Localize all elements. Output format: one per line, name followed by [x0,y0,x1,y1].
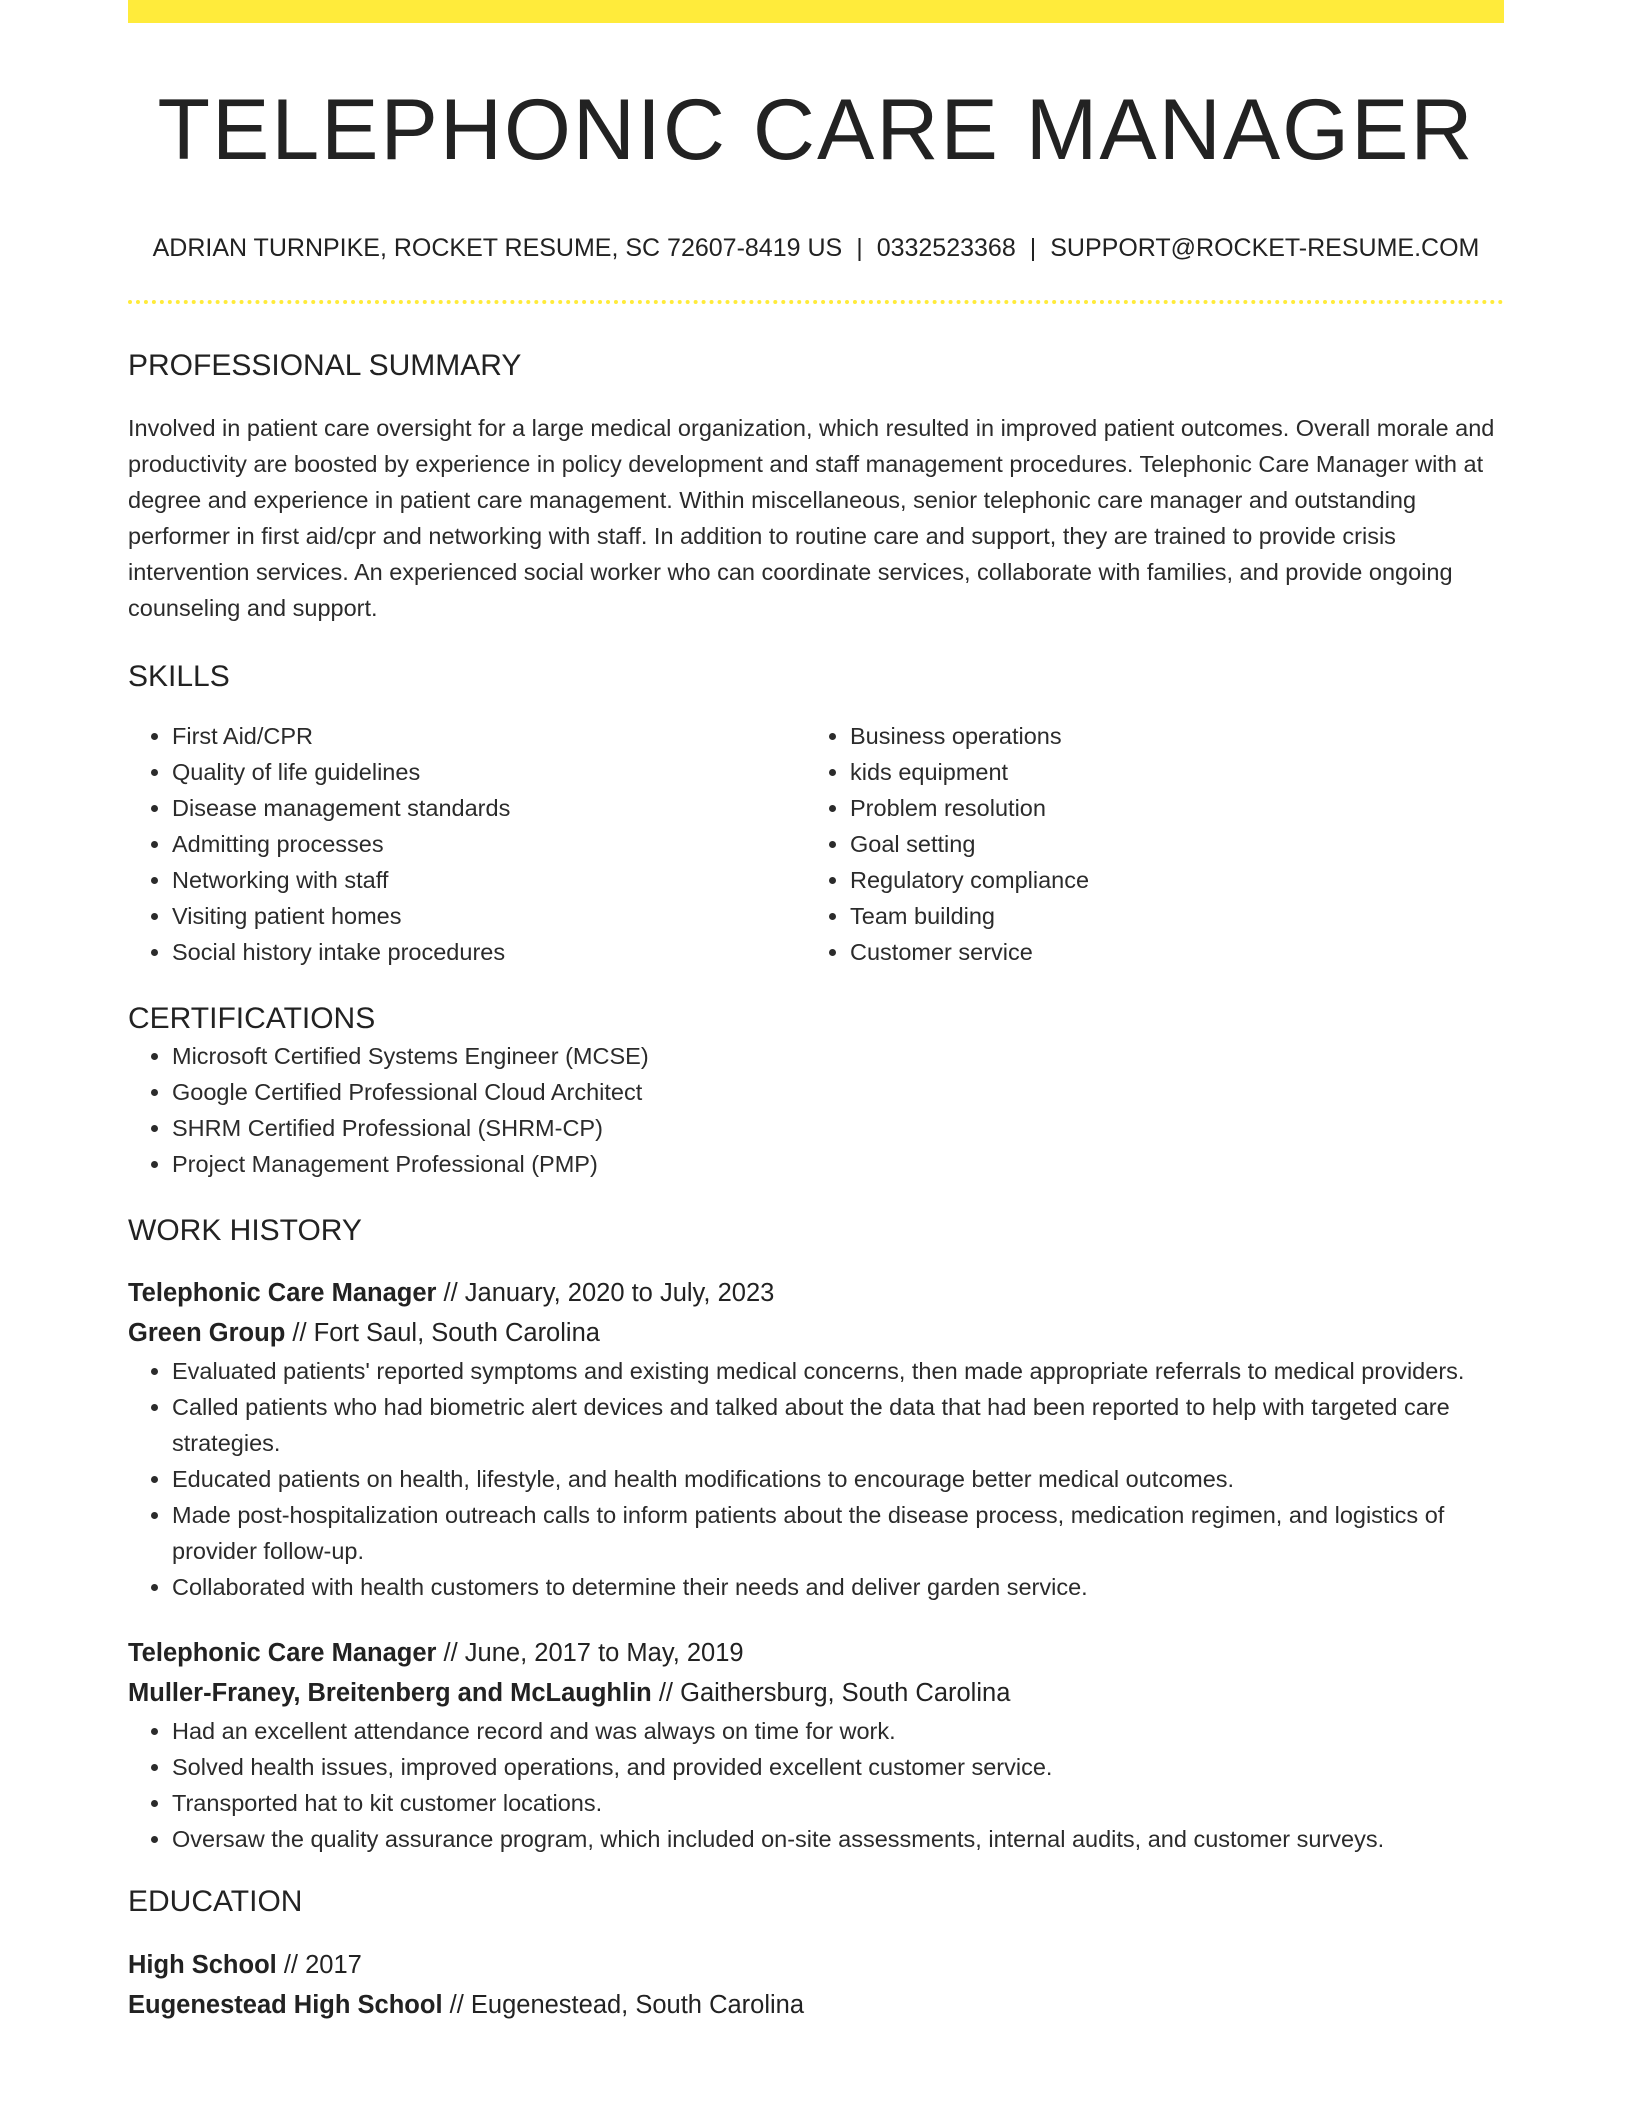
skills-column-right [806,718,1484,970]
skill-item: • Networking with staff [172,862,806,898]
certification-item: • Microsoft Certified Systems Engineer (MCSE) [172,1038,1504,1074]
education-school: Eugenestead High School [128,1991,443,2019]
skill-item: • Visiting patient homes [172,898,806,934]
job-dates: // June, 2017 to May, 2019 [436,1639,744,1667]
certifications-list [128,1038,1504,1182]
job-company-line [128,1673,1504,1713]
contact-line [128,232,1504,264]
work-history-heading: WORK HISTORY [128,1214,362,1247]
skill-item: • Goal setting [850,826,1484,862]
contact-address: ADRIAN TURNPIKE, ROCKET RESUME, SC 72607-8419 US [152,234,843,262]
resume-title: TELEPHONIC CARE MANAGER [157,82,1475,178]
skill-item: • Disease management standards [172,790,806,826]
skill-item: • Social history intake procedures [172,934,806,970]
skills-heading: SKILLS [128,660,230,693]
job-entry [128,1633,1504,1857]
skills-list-right [806,718,1484,970]
skill-item: • Admitting processes [172,826,806,862]
education-school-line [128,1985,1504,2025]
job-title: Telephonic Care Manager [128,1639,437,1667]
skill-item: • Customer service [850,934,1484,970]
certifications-heading: CERTIFICATIONS [128,1002,376,1035]
resume-content [128,0,1504,2025]
job-title-line [128,1273,1504,1313]
job-bullet: • Collaborated with health customers to determine their needs and deliver garden service. [172,1569,1504,1605]
job-bullet: • Oversaw the quality assurance program, which included on-site assessments, internal audits, and customer surveys. [172,1821,1504,1857]
contact-phone: 0332523368 [876,234,1016,262]
skill-item: • Problem resolution [850,790,1484,826]
job-bullet: • Evaluated patients' reported symptoms and existing medical concerns, then made appropriate referrals to medical providers. [172,1353,1504,1389]
skills-list-left [128,718,806,970]
skill-item: • First Aid/CPR [172,718,806,754]
job-bullet-list [128,1713,1504,1857]
certification-item: • SHRM Certified Professional (SHRM-CP) [172,1110,1504,1146]
certification-item: • Google Certified Professional Cloud Architect [172,1074,1504,1110]
job-location: // Fort Saul, South Carolina [285,1319,600,1347]
job-bullet: • Solved health issues, improved operations, and provided excellent customer service. [172,1749,1504,1785]
dotted-divider [128,300,1504,304]
skill-item: • Team building [850,898,1484,934]
contact-separator: | [1029,234,1037,262]
skill-item: • Business operations [850,718,1484,754]
job-bullet: • Had an excellent attendance record and was always on time for work. [172,1713,1504,1749]
summary-text: Involved in patient care oversight for a large medical organization, which resulted in improved patient outcomes. Overall morale and productivity are boosted by experience in policy development and staff management procedures. Telephonic Care Manager with at degree and experience in patient care management. Within miscellaneous, senior telephonic care manager and outstanding performer in first aid/cpr and networking with staff. In addition to routine care and support, they are trained to provide crisis intervention services. An experienced social worker who can coordinate services, collaborate with families, and provide ongoing counseling and support. [128,415,1495,621]
skill-item: • Quality of life guidelines [172,754,806,790]
job-company: Green Group [128,1319,286,1347]
job-title-line [128,1633,1504,1673]
job-bullet: • Called patients who had biometric alert devices and talked about the data that had been reported to help with targeted care strategies. [172,1389,1504,1461]
contact-separator: | [856,234,863,262]
job-dates: // January, 2020 to July, 2023 [436,1279,775,1307]
job-bullet: • Made post-hospitalization outreach calls to inform patients about the disease process, medication regimen, and logistics of provider follow-up. [172,1497,1504,1569]
certification-item: • Project Management Professional (PMP) [172,1146,1504,1182]
education-degree-line [128,1945,1504,1985]
education-heading: EDUCATION [128,1885,303,1918]
job-bullet-list [128,1353,1504,1605]
job-title: Telephonic Care Manager [128,1279,437,1307]
education-year: // 2017 [276,1951,362,1979]
job-bullet: • Transported hat to kit customer locations. [172,1785,1504,1821]
job-location: // Gaithersburg, South Carolina [651,1679,1011,1707]
job-bullet: • Educated patients on health, lifestyle, and health modifications to encourage better medical outcomes. [172,1461,1504,1497]
education-location: // Eugenestead, South Carolina [442,1991,805,2019]
education-degree: High School [128,1951,277,1979]
summary-heading: PROFESSIONAL SUMMARY [128,349,522,382]
skills-column-left [128,718,806,970]
job-entry [128,1273,1504,1605]
skill-item: • kids equipment [850,754,1484,790]
skill-item: • Regulatory compliance [850,862,1484,898]
skills-grid [128,718,1504,970]
contact-email: SUPPORT@ROCKET-RESUME.COM [1050,234,1480,262]
job-company: Muller-Franey, Breitenberg and McLaughlin [128,1679,652,1707]
job-company-line [128,1313,1504,1353]
